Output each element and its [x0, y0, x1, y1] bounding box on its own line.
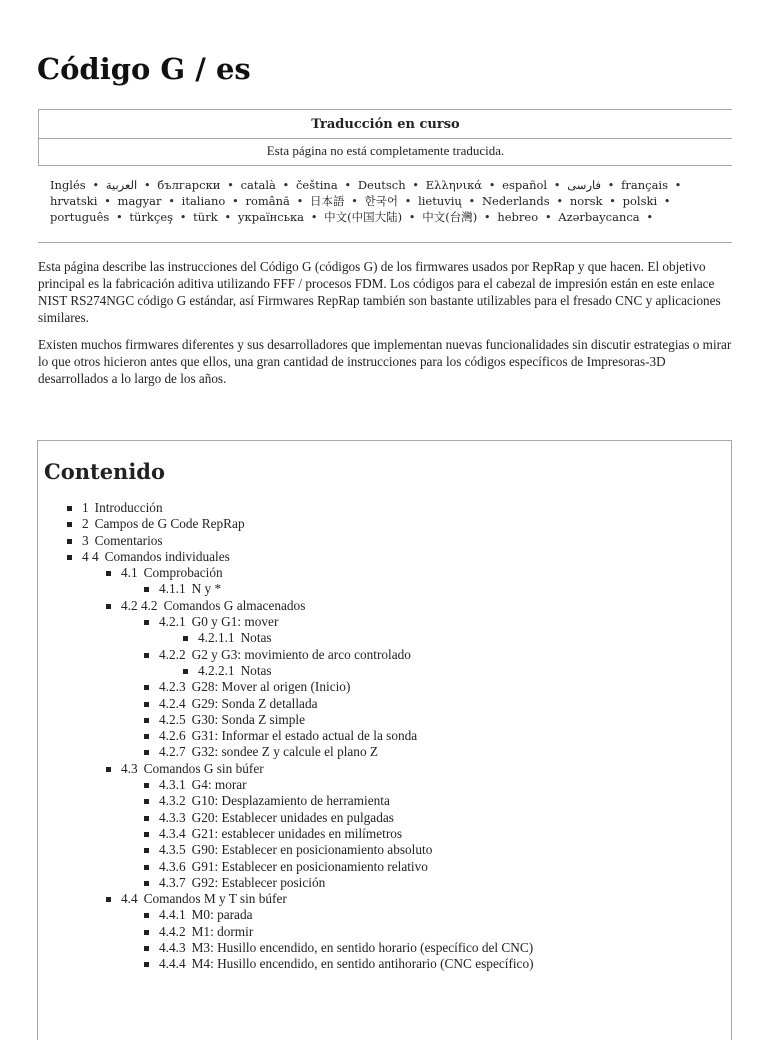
language-separator: • [556, 194, 564, 208]
toc-item-number: 4.3.3 [159, 809, 186, 825]
toc-item[interactable] [44, 647, 731, 663]
toc-item-number: 4.3.1 [159, 777, 186, 793]
toc-item-label[interactable]: Notas [240, 630, 272, 646]
toc-item-number: 4.2 4.2 [121, 597, 158, 613]
language-link[interactable]: hebreo [497, 210, 539, 224]
toc-item[interactable] [44, 614, 731, 630]
language-link[interactable]: norsk [569, 194, 603, 208]
language-separator: • [179, 210, 187, 224]
notice-title: Traducción en curso [39, 110, 732, 139]
toc-item-label[interactable]: G31: Informar el estado actual de la sonda [191, 728, 418, 744]
intro-paragraph-1: Esta página describe las instrucciones del Código G (códigos G) de los firmwares usados por RepRap y que hacen. El objetivo principal es la fabricación aditiva utilizando FFF / procesos FDM. Los códigos para el cabezal de impresión están en este enlace NIST RS274NGC código G estándar, así Firmwares RepRap también son bastante utilizables para el fresado CNC y aplicaciones similares. [38, 259, 721, 325]
language-link[interactable]: türk [193, 210, 218, 224]
language-separator: • [663, 194, 671, 208]
language-separator: • [544, 210, 552, 224]
language-link[interactable]: lietuvių [418, 194, 462, 208]
toc-item-number: 4.4.3 [159, 940, 186, 956]
toc-item[interactable] [44, 728, 731, 744]
toc-item-label[interactable]: M1: dormir [191, 923, 254, 939]
language-link[interactable]: Ελληνικά [425, 178, 483, 192]
language-separator: • [412, 178, 420, 192]
toc-item-label[interactable]: G21: establecer unidades en milímetros [191, 825, 403, 841]
language-link[interactable]: 한국어 [364, 194, 398, 208]
language-separator: • [607, 178, 615, 192]
toc-item-label[interactable]: G92: Establecer posición [191, 874, 326, 890]
toc-item-label[interactable]: G0 y G1: mover [191, 614, 279, 630]
toc-item-label[interactable]: Campos de G Code RepRap [94, 516, 245, 532]
language-link[interactable]: 中文(中国大陆) [324, 210, 403, 224]
toc-item-number: 2 [82, 516, 89, 532]
language-separator: • [483, 210, 491, 224]
toc-item-label[interactable]: M4: Husillo encendido, en sentido antihorario (CNC específico) [191, 956, 534, 972]
toc-item-number: 4.2.1 [159, 614, 186, 630]
toc-item-number: 4.2.1.1 [198, 630, 235, 646]
language-link[interactable]: hrvatski [50, 194, 98, 208]
toc-item[interactable] [44, 500, 731, 516]
language-separator: • [310, 210, 318, 224]
translation-notice [38, 109, 732, 166]
toc-item-label[interactable]: G10: Desplazamiento de herramienta [191, 793, 390, 809]
toc-item[interactable] [44, 565, 731, 581]
language-link[interactable]: português [50, 210, 110, 224]
toc-title: Contenido [44, 459, 165, 484]
toc-item[interactable] [44, 761, 731, 777]
toc-item-label[interactable]: Comprobación [143, 565, 223, 581]
toc-item[interactable] [44, 581, 731, 597]
toc-item[interactable] [44, 793, 731, 809]
toc-item[interactable] [44, 891, 731, 907]
table-of-contents [37, 440, 732, 1040]
toc-item-number: 4.2.2.1 [198, 662, 235, 678]
toc-item-number: 4.4.1 [159, 907, 186, 923]
language-separator: • [104, 194, 111, 208]
toc-item-label[interactable]: G91: Establecer en posicionamiento relativo [191, 858, 428, 874]
toc-item[interactable] [44, 956, 731, 972]
language-link[interactable]: 中文(台灣) [422, 210, 478, 224]
toc-item-label[interactable]: Comandos G sin búfer [143, 760, 264, 776]
toc-item[interactable] [44, 549, 731, 565]
toc-item[interactable] [44, 712, 731, 728]
toc-item-number: 4.2.6 [159, 728, 186, 744]
language-separator: • [674, 178, 682, 192]
language-link[interactable]: Nederlands [481, 194, 550, 208]
language-link[interactable]: čeština [295, 178, 338, 192]
toc-item-label[interactable]: Comandos individuales [104, 548, 230, 564]
toc-item[interactable] [44, 907, 731, 923]
toc-item[interactable] [44, 598, 731, 614]
toc-item-number: 4 4 [82, 548, 99, 564]
toc-item-number: 4.2.2 [159, 646, 186, 662]
toc-item-number: 4.1 [121, 565, 138, 581]
toc-item-number: 4.4.2 [159, 923, 186, 939]
toc-item[interactable] [44, 777, 731, 793]
language-link[interactable]: فارسی [567, 178, 601, 192]
toc-item[interactable] [44, 663, 731, 679]
toc-item[interactable] [44, 630, 731, 646]
toc-item-label[interactable]: M3: Husillo encendido, en sentido horario (específico del CNC) [191, 940, 534, 956]
toc-item[interactable] [44, 744, 731, 760]
language-link[interactable]: العربية [105, 178, 138, 192]
language-separator: • [227, 178, 234, 192]
language-separator: • [344, 178, 352, 192]
language-separator: • [468, 194, 476, 208]
toc-item-number: 4.3.5 [159, 842, 186, 858]
toc-item-label[interactable]: G29: Sonda Z detallada [191, 695, 318, 711]
notice-text: Esta página no está completamente traducida. [266, 143, 505, 158]
language-separator: • [115, 210, 123, 224]
language-separator: • [488, 178, 496, 192]
toc-item-number: 4.3.7 [159, 874, 186, 890]
toc-item-label[interactable]: M0: parada [191, 907, 253, 923]
language-separator: • [404, 194, 412, 208]
toc-list [44, 500, 731, 973]
language-link[interactable]: română [245, 194, 290, 208]
language-separator: • [282, 178, 290, 192]
toc-item[interactable] [44, 875, 731, 891]
language-separator: • [296, 194, 304, 208]
toc-item-number: 4.4 [121, 891, 138, 907]
toc-item-label[interactable]: G30: Sonda Z simple [191, 711, 305, 727]
intro-paragraph-2: Existen muchos firmwares diferentes y sus desarrolladores que implementan nuevas funcionalidades sin discutir estrategias o mirar lo que otros hicieron antes que ellos, una gran cantidad de instrucciones para los códigos específicos de Impresoras-3D desarrollados a lo largo de los años. [38, 337, 732, 386]
toc-item-number: 4.2.5 [159, 711, 186, 727]
page-title: Código G / es [37, 52, 251, 86]
toc-item-number: 4.2.4 [159, 695, 186, 711]
toc-item-label[interactable]: G32: sondee Z y calcule el plano Z [191, 744, 379, 760]
toc-item-label[interactable]: N y * [191, 581, 222, 597]
language-link[interactable]: español [502, 178, 548, 192]
toc-item-label[interactable]: G28: Mover al origen (Inicio) [191, 679, 351, 695]
toc-item[interactable] [44, 940, 731, 956]
toc-item[interactable] [44, 842, 731, 858]
toc-item-label[interactable]: Notas [240, 662, 272, 678]
toc-item-number: 4.3.4 [159, 825, 186, 841]
toc-item-number: 4.4.4 [159, 956, 186, 972]
language-link[interactable]: magyar [117, 194, 162, 208]
toc-item[interactable] [44, 924, 731, 940]
toc-item-label[interactable]: G20: Establecer unidades en pulgadas [191, 809, 394, 825]
toc-item-label[interactable]: Comandos G almacenados [163, 597, 306, 613]
language-link[interactable]: Azərbaycanca [558, 210, 640, 224]
language-separator: • [646, 210, 654, 224]
language-separator: • [143, 178, 151, 192]
toc-item-number: 1 [82, 500, 89, 515]
toc-item[interactable] [44, 533, 731, 549]
toc-item[interactable] [44, 826, 731, 842]
toc-item[interactable] [44, 516, 731, 532]
toc-item-number: 4.3.2 [159, 793, 186, 809]
toc-item-number: 4.3.6 [159, 858, 186, 874]
toc-item[interactable] [44, 679, 731, 695]
language-separator: • [408, 210, 416, 224]
language-link[interactable]: Deutsch [357, 178, 406, 192]
toc-item-number: 4.1.1 [159, 581, 186, 597]
intro-section [38, 258, 736, 397]
toc-item-label[interactable]: Comandos M y T sin búfer [143, 891, 287, 907]
language-link[interactable]: Inglés [50, 178, 86, 192]
toc-item-number: 3 [82, 532, 89, 548]
toc-item-label[interactable]: G90: Establecer en posicionamiento absoluto [191, 842, 433, 858]
toc-item-number: 4.2.7 [159, 744, 186, 760]
toc-item-label[interactable]: G4: morar [191, 777, 247, 793]
toc-item[interactable] [44, 810, 731, 826]
toc-item-number: 4.3 [121, 760, 138, 776]
language-link[interactable]: türkçeş [129, 210, 174, 224]
toc-item-label[interactable]: G2 y G3: movimiento de arco controlado [191, 646, 411, 662]
language-separator: • [232, 194, 239, 208]
toc-item[interactable] [44, 696, 731, 712]
language-separator: • [168, 194, 175, 208]
toc-item[interactable] [44, 859, 731, 875]
toc-item-label[interactable]: Comentarios [94, 532, 163, 548]
language-link[interactable]: italiano [181, 194, 226, 208]
language-link[interactable]: українська [237, 210, 305, 224]
language-separator: • [224, 210, 232, 224]
language-link[interactable]: 日本語 [310, 194, 345, 208]
toc-item-number: 4.2.3 [159, 679, 186, 695]
language-separator: • [351, 194, 358, 208]
language-link[interactable]: català [240, 178, 276, 192]
language-link[interactable]: български [157, 178, 221, 192]
language-link[interactable]: français [621, 178, 669, 192]
language-separator: • [92, 178, 100, 192]
language-link[interactable]: polski [622, 194, 658, 208]
language-separator: • [609, 194, 616, 208]
toc-item-label[interactable]: Introducción [94, 500, 163, 515]
language-separator: • [553, 178, 561, 192]
language-bar [38, 177, 732, 243]
